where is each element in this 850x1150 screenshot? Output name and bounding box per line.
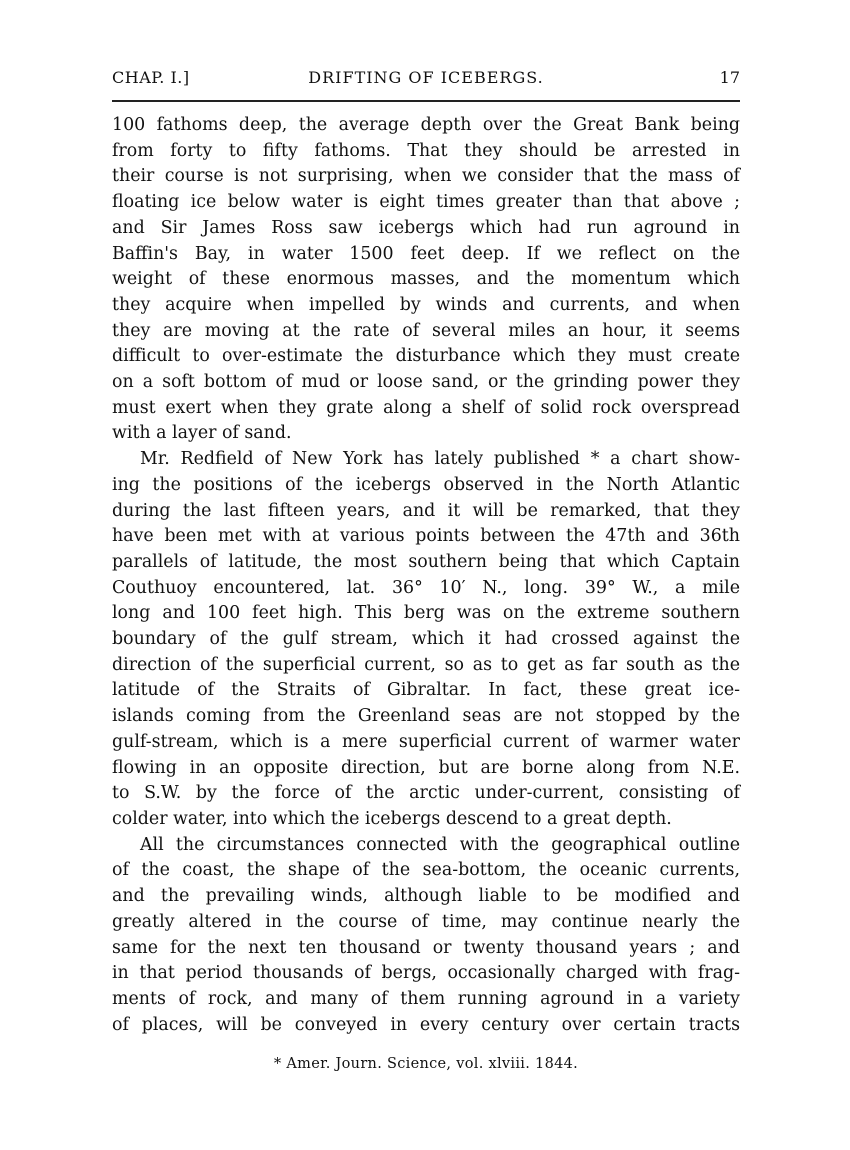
running-header: [112, 64, 740, 94]
text-line: colder water, into which the icebergs descend to a great depth.: [112, 808, 672, 829]
text-line: direction of the superficial current, so as to get as far south as the: [112, 654, 740, 675]
text-line: of the coast, the shape of the sea-bottom, the oceanic currents,: [112, 860, 740, 881]
page-number: 17: [719, 68, 740, 87]
text-line: boundary of the gulf stream, which it had crossed against the: [112, 629, 740, 650]
text-line: in that period thousands of bergs, occasionally charged with frag-: [112, 963, 740, 984]
text-line: All the circumstances connected with the geographical outline: [140, 834, 740, 855]
text-line: gulf-stream, which is a mere superficial current of warmer water: [112, 731, 740, 752]
text-line: with a layer of sand.: [112, 423, 292, 444]
text-line: from forty to fifty fathoms. That they should be arrested in: [112, 140, 740, 161]
text-line: they acquire when impelled by winds and currents, and when: [112, 294, 740, 315]
text-line: latitude of the Straits of Gibraltar. In fact, these great ice-: [112, 680, 740, 701]
running-title: DRIFTING OF ICEBERGS.: [308, 68, 544, 87]
text-line: floating ice below water is eight times greater than that above ;: [112, 192, 740, 213]
chapter-label: CHAP. I.]: [112, 68, 190, 87]
text-line: and the prevailing winds, although liable to be modified and: [112, 886, 740, 907]
text-line: difficult to over-estimate the disturbance which they must create: [112, 346, 740, 367]
text-line: they are moving at the rate of several miles an hour, it seems: [112, 320, 740, 341]
text-line: during the last fifteen years, and it will be remarked, that they: [112, 500, 740, 521]
text-line: islands coming from the Greenland seas are not stopped by the: [112, 706, 740, 727]
text-line: flowing in an opposite direction, but are borne along from N.E.: [112, 757, 740, 778]
text-line: of places, will be conveyed in every century over certain tracts: [112, 1014, 740, 1035]
text-line: their course is not surprising, when we consider that the mass of: [112, 166, 740, 187]
text-line: to S.W. by the force of the arctic under-current, consisting of: [112, 783, 740, 804]
text-line: 100 fathoms deep, the average depth over the Great Bank being: [112, 115, 740, 135]
text-line: parallels of latitude, the most southern being that which Captain: [112, 551, 740, 572]
footnote: * Amer. Journ. Science, vol. xlviii. 1844.: [273, 1056, 579, 1072]
text-line: long and 100 feet high. This berg was on the extreme southern: [112, 603, 740, 624]
text-line: greatly altered in the course of time, may continue nearly the: [112, 911, 740, 932]
text-line: ing the positions of the icebergs observed in the North Atlantic: [112, 474, 740, 495]
text-line: Couthuoy encountered, lat. 36° 10′ N., long. 39° W., a mile: [112, 577, 740, 598]
text-line: have been met with at various points between the 47th and 36th: [112, 526, 740, 547]
text-line: on a soft bottom of mud or loose sand, or the grinding power they: [112, 372, 740, 393]
body-text: [112, 113, 740, 1038]
header-rule: [112, 100, 740, 102]
text-line: and Sir James Ross saw icebergs which had run aground in: [112, 217, 740, 238]
text-line: Mr. Redfield of New York has lately published * a chart show-: [140, 449, 740, 470]
text-line: weight of these enormous masses, and the momentum which: [112, 269, 740, 290]
text-line: ments of rock, and many of them running aground in a variety: [112, 988, 740, 1009]
text-line: Baffin's Bay, in water 1500 feet deep. If we reflect on the: [112, 243, 740, 264]
text-line: same for the next ten thousand or twenty thousand years ; and: [112, 937, 740, 958]
text-line: must exert when they grate along a shelf of solid rock overspread: [112, 397, 740, 418]
